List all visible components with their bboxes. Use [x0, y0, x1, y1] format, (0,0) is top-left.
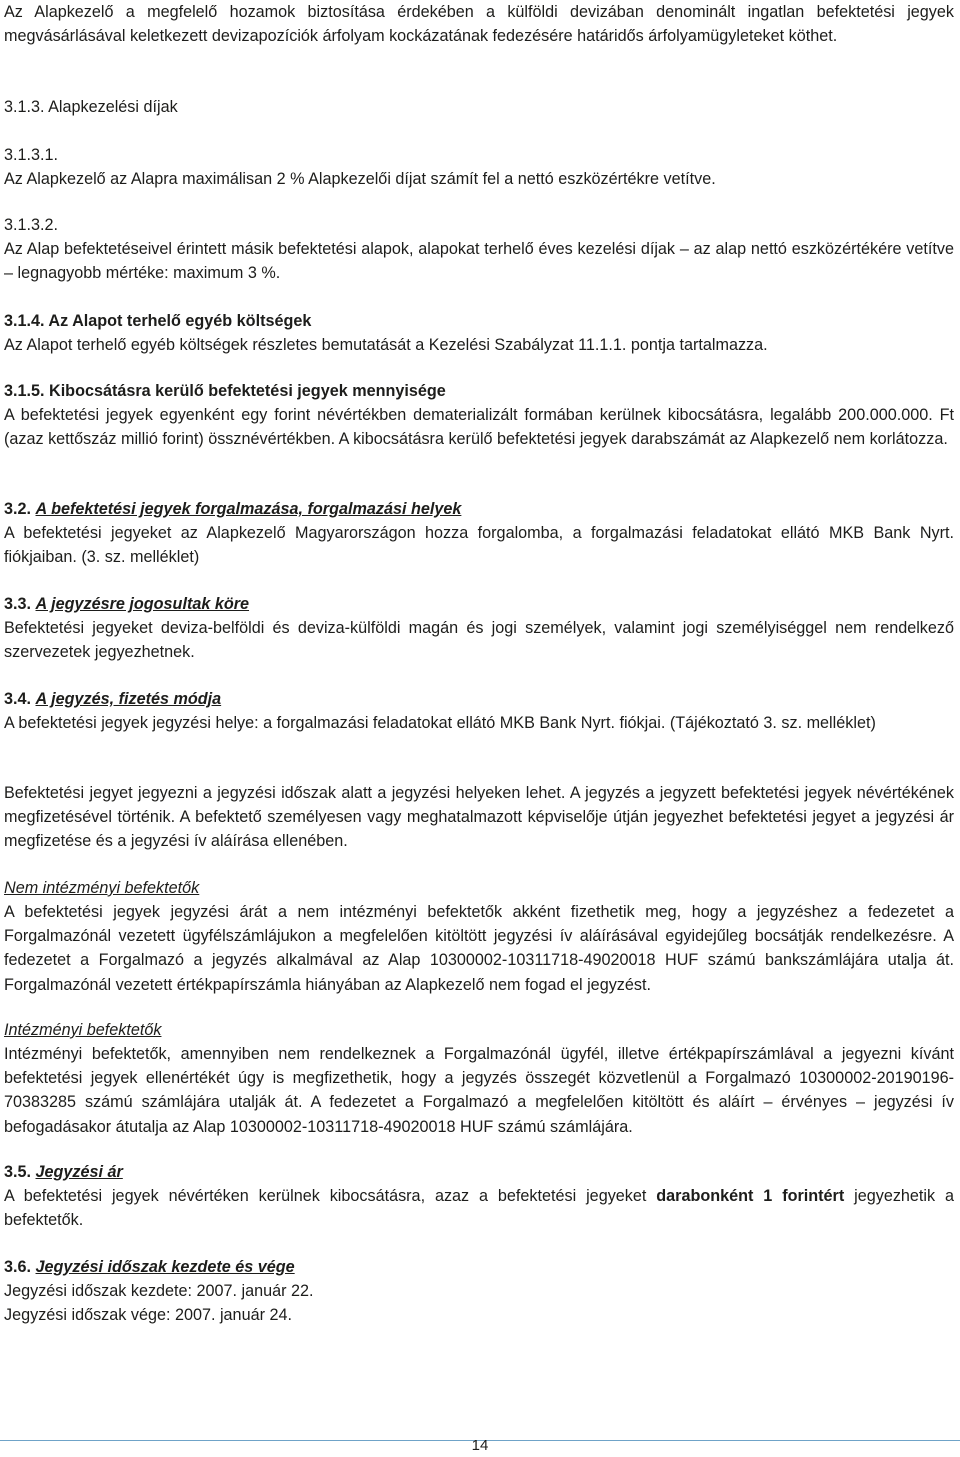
paragraph-3-1-3-2: Az Alap befektetéseivel érintett másik befektetési alapok, alapokat terhelő éves kezelési díjak – az alap nettó eszközértékére vetítve – legnagyobb mértéke: maximum 3 %.: [4, 240, 954, 283]
heading-3-6-number: 3.6.: [4, 1258, 32, 1276]
paragraph-3-2: A befektetési jegyeket az Alapkezelő Magyarországon hozza forgalomba, a forgalmazási feladatokat ellátó MKB Bank Nyrt. fiókjaiban. (3. sz. melléklet): [4, 524, 954, 567]
paragraph-3-5: [4, 1184, 954, 1232]
page-number: 14: [471, 1437, 489, 1454]
subscription-end: Jegyzési időszak vége: 2007. január 24.: [4, 1306, 292, 1324]
paragraph-institutional: Intézményi befektetők, amennyiben nem rendelkeznek a Forgalmazónál ügyfél, illetve értékpapírszámlával a jegyezni kívánt befektetési jegyek ellenértékét úgy is megfizethetik, hogy a jegyzés összegét közvetlenül a Forgalmazó 10300002-20190196-70383285 számú számlájára utalják át. A fedezetet a Forgalmazó a megfelelően kitöltött és aláírt – érvényes – jegyzési ív befogadásakor átutalja az Alap 10300002-10311718-49020018 HUF számú számlájára.: [4, 1045, 954, 1136]
paragraph-3-5-text: A befektetési jegyek névértéken kerülnek kibocsátásra, azaz a befektetési jegyeket: [4, 1187, 657, 1205]
heading-3-1-3-1: 3.1.3.1.: [4, 146, 59, 164]
heading-3-6-title: Jegyzési időszak kezdete és vége: [35, 1258, 295, 1276]
heading-3-3: [4, 592, 954, 616]
heading-3-1-5: 3.1.5. Kibocsátásra kerülő befektetési jegyek mennyisége: [4, 382, 446, 400]
heading-3-6: [4, 1255, 954, 1279]
heading-3-5-number: 3.5.: [4, 1163, 32, 1181]
paragraph-3-1-3-1: Az Alapkezelő az Alapra maximálisan 2 % Alapkezelői díjat számít fel a nettó eszközértékre vetítve.: [4, 170, 716, 188]
subheading-non-institutional: Nem intézményi befektetők: [4, 879, 200, 897]
heading-3-4-number: 3.4.: [4, 690, 32, 708]
paragraph-non-institutional: A befektetési jegyek jegyzési árát a nem intézményi befektetők akként fizethetik meg, hogy a jegyzéshez a fedezetet a Forgalmazónál vezetett ügyfélszámlájukon a megfelelően kitöltött jegyzési ív aláírásával egyidejűleg bocsátják rendelkezésre. A fedezetet a Forgalmazó a jegyzés alkalmával az Alap 10300002-10311718-49020018 HUF számú bankszámlájára utalja át. Forgalmazónál vezetett értékpapírszámla hiányában az Alapkezelő nem fogad el jegyzést.: [4, 903, 954, 994]
heading-3-2-number: 3.2.: [4, 500, 32, 518]
subscription-start: Jegyzési időszak kezdete: 2007. január 22.: [4, 1282, 314, 1300]
paragraph-3-5-tail: jegyezhetik a befektetők.: [4, 1187, 955, 1230]
paragraph-3-3: Befektetési jegyeket deviza-belföldi és deviza-külföldi magán és jogi személyek, valamint jogi személyiséggel nem rendelkező szervezetek jegyezhetnek.: [4, 619, 954, 662]
heading-3-1-3-2: 3.1.3.2.: [4, 216, 59, 234]
heading-3-4-title: A jegyzés, fizetés módja: [35, 690, 222, 708]
heading-3-4: [4, 687, 954, 711]
paragraph-3-1-5: A befektetési jegyek egyenként egy forint névértékben dematerializált formában kerülnek kibocsátásra, legalább 200.000.000. Ft (azaz kettőszáz millió forint) össznévértékben. A kibocsátásra kerülő befektetési jegyek darabszámát az Alapkezelő nem korlátozza.: [4, 406, 954, 449]
paragraph-3-4-place: A befektetési jegyek jegyzési helye: a forgalmazási feladatokat ellátó MKB Bank Nyrt. fiókjai. (Tájékoztató 3. sz. melléklet): [4, 714, 876, 732]
intro-paragraph: Az Alapkezelő a megfelelő hozamok biztosítása érdekében a külföldi devizában denominált ingatlan befektetési jegyek megvásárlásával keletkezett devizapozíciók árfolyam kockázatának fedezésére határidős árfolyamügyleteket köthet.: [4, 3, 954, 46]
heading-3-2-title: A befektetési jegyek forgalmazása, forgalmazási helyek: [35, 500, 462, 518]
paragraph-3-4-process: Befektetési jegyet jegyezni a jegyzési időszak alatt a jegyzési helyeken lehet. A jegyzés a jegyzett befektetési jegyek névértékének megfizetésével történik. A befektető személyesen vagy meghatalmazott képviselője útján jegyezhet befektetési jegyet a jegyzési ár megfizetése és a jegyzési ív aláírása ellenében.: [4, 784, 954, 851]
heading-3-3-title: A jegyzésre jogosultak köre: [35, 595, 250, 613]
heading-3-2: [4, 497, 954, 521]
heading-3-1-3: 3.1.3. Alapkezelési díjak: [4, 98, 178, 116]
heading-3-5-title: Jegyzési ár: [35, 1163, 123, 1181]
paragraph-3-1-4: Az Alapot terhelő egyéb költségek részletes bemutatását a Kezelési Szabályzat 11.1.1. pontja tartalmazza.: [4, 336, 768, 354]
subheading-institutional: Intézményi befektetők: [4, 1021, 162, 1039]
paragraph-3-5-bold: darabonként 1 forintért: [656, 1187, 845, 1205]
heading-3-3-number: 3.3.: [4, 595, 32, 613]
heading-3-5: [4, 1160, 954, 1184]
heading-3-1-4: 3.1.4. Az Alapot terhelő egyéb költségek: [4, 312, 312, 330]
